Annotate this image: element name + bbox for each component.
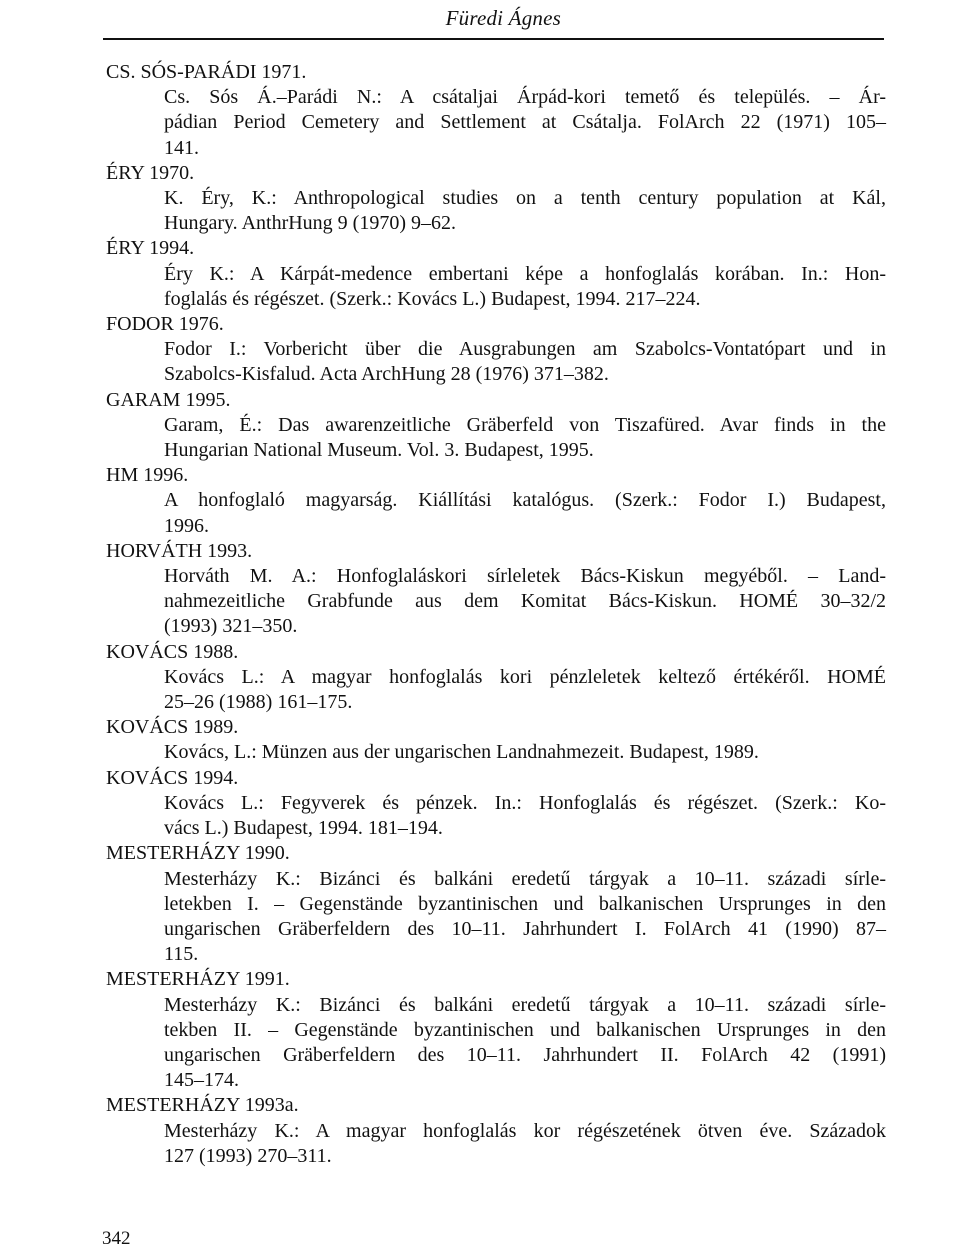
entry-key: ÉRY 1994. <box>106 237 195 260</box>
citation-line: 141. <box>164 136 199 159</box>
citation-line: Szabolcs-Kisfalud. Acta ArchHung 28 (1976) 371–382. <box>164 363 609 386</box>
bibliography-entry <box>0 967 960 1093</box>
citation-line: Mesterházy K.: A magyar honfoglalás kor régészetének ötven éve. Századok <box>164 1119 886 1142</box>
bibliography-entry <box>0 841 960 967</box>
bibliography-entry <box>0 640 960 716</box>
bibliography-entry <box>0 715 960 765</box>
entry-key: ÉRY 1970. <box>106 161 195 184</box>
citation-line: Hungarian National Museum. Vol. 3. Budapest, 1995. <box>164 439 594 462</box>
entry-key: MESTERHÁZY 1993a. <box>106 1094 299 1117</box>
bibliography-entry <box>0 1093 960 1169</box>
citation-line: tekben II. – Gegenstände byzantinischen und balkanischen Ursprunges in den <box>164 1018 886 1041</box>
citation-line: Cs. Sós Á.–Parádi N.: A csátaljai Árpád-kori temető és település. – Ár- <box>164 86 886 109</box>
citation-line: (1993) 321–350. <box>164 615 298 638</box>
entry-key: MESTERHÁZY 1990. <box>106 842 290 865</box>
citation-line: 145–174. <box>164 1069 239 1092</box>
citation-line: Kovács L.: A magyar honfoglalás kori pénzleletek keltező értékéről. HOMÉ <box>164 665 886 688</box>
citation-line: 127 (1993) 270–311. <box>164 1144 332 1167</box>
citation-line: 25–26 (1988) 161–175. <box>164 691 353 714</box>
citation-line: Fodor I.: Vorbericht über die Ausgrabungen am Szabolcs-Vontatópart und in <box>164 338 886 361</box>
citation-line: Kovács L.: Fegyverek és pénzek. In.: Honfoglalás és régészet. (Szerk.: Ko- <box>164 791 886 814</box>
citation-line: Mesterházy K.: Bizánci és balkáni eredetű tárgyak a 10–11. századi sírle- <box>164 993 886 1016</box>
citation-line: 115. <box>164 943 199 966</box>
bibliography-list <box>0 60 960 1169</box>
citation-line: vács L.) Budapest, 1994. 181–194. <box>164 817 443 840</box>
bibliography-entry <box>0 463 960 539</box>
bibliography-entry <box>0 60 960 161</box>
entry-key: CS. SÓS-PARÁDI 1971. <box>106 61 307 83</box>
running-header <box>0 0 960 40</box>
citation-line: ungarischen Gräberfeldern des 10–11. Jahrhundert II. FolArch 42 (1991) <box>164 1043 886 1066</box>
bibliography-entry <box>0 312 960 388</box>
citation-line: Hungary. AnthrHung 9 (1970) 9–62. <box>164 212 457 235</box>
citation-line: K. Éry, K.: Anthropological studies on a tenth century population at Kál, <box>164 187 886 210</box>
entry-key: KOVÁCS 1989. <box>106 716 239 739</box>
citation-line: Mesterházy K.: Bizánci és balkáni eredetű tárgyak a 10–11. századi sírle- <box>164 867 886 890</box>
entry-key: KOVÁCS 1994. <box>106 766 239 789</box>
citation-line: nahmezeitliche Grabfunde aus dem Komitat Bács-Kiskun. HOMÉ 30–32/2 <box>164 590 886 613</box>
citation-line: foglalás és régészet. (Szerk.: Kovács L.) Budapest, 1994. 217–224. <box>164 287 701 310</box>
page-number: 342 <box>102 1228 131 1249</box>
entry-key: HM 1996. <box>106 464 189 487</box>
entry-key: MESTERHÁZY 1991. <box>106 968 290 991</box>
bibliography-entry <box>0 539 960 640</box>
bibliography-entry <box>0 388 960 464</box>
bibliography-entry <box>0 766 960 842</box>
entry-key: GARAM 1995. <box>106 388 231 411</box>
citation-line: ungarischen Gräberfeldern des 10–11. Jahrhundert I. FolArch 41 (1990) 87– <box>164 917 886 940</box>
header-rule <box>103 38 884 40</box>
citation-line: letekben I. – Gegenstände byzantinischen und balkanischen Ursprunges in den <box>164 892 886 915</box>
entry-key: HORVÁTH 1993. <box>106 539 253 562</box>
citation-line: A honfoglaló magyarság. Kiállítási katalógus. (Szerk.: Fodor I.) Budapest, <box>164 489 886 512</box>
citation-line: pádian Period Cemetery and Settlement at Csátalja. FolArch 22 (1971) 105– <box>164 111 886 134</box>
entry-key: KOVÁCS 1988. <box>106 640 239 663</box>
citation-line: Éry K.: A Kárpát-medence embertani képe a honfoglalás korában. In.: Hon- <box>164 262 886 285</box>
bibliography-entry <box>0 236 960 312</box>
bibliography-entry <box>0 161 960 237</box>
citation-line: Garam, É.: Das awarenzeitliche Gräberfeld von Tiszafüred. Avar finds in the <box>164 413 886 436</box>
citation-line: 1996. <box>164 514 209 537</box>
citation-line: Kovács, L.: Münzen aus der ungarischen Landnahmezeit. Budapest, 1989. <box>164 741 759 764</box>
citation-line: Horváth M. A.: Honfoglaláskori sírleletek Bács-Kiskun megyéből. – Land- <box>164 565 886 588</box>
entry-key: FODOR 1976. <box>106 313 224 336</box>
running-title: Füredi Ágnes <box>445 6 561 30</box>
